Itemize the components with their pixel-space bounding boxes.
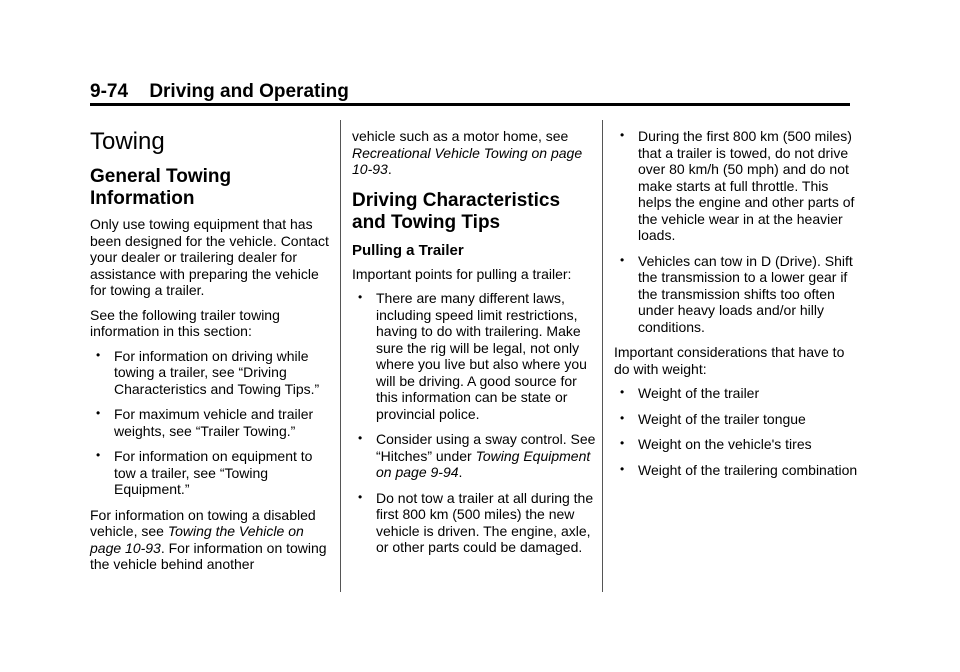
text: . [458, 464, 463, 480]
bullet-list [614, 128, 858, 335]
text: Consider using a sway control. See “Hitches” under [376, 431, 596, 464]
list-item-text: Weight of the trailer [638, 385, 760, 401]
paragraph: Only use towing equipment that has been designed for the vehicle. Contact your dealer or trailering dealer for assistance with preparing the vehicle for towing a trailer. [90, 216, 329, 298]
section-title: Driving and Operating [149, 81, 349, 102]
column-divider-1 [340, 120, 341, 592]
list-item-text: Weight of the trailer tongue [638, 410, 806, 427]
paragraph: See the following trailer towing information in this section: [90, 306, 280, 339]
paragraph [90, 507, 330, 573]
list-item [614, 411, 858, 428]
text: . [387, 161, 392, 177]
cross-reference-link[interactable]: Towing the Vehicle on page 10-93 [90, 523, 304, 556]
list-item-text: Do not tow a trailer at all during the first 800 km (500 miles) the new vehicle is driven. The engine, axle, or other parts could be damaged. [376, 489, 594, 555]
list-item [90, 406, 330, 439]
list-item [352, 431, 596, 481]
list-item [614, 128, 858, 244]
list-item [614, 462, 858, 479]
list-item-text: For information on driving while towing a trailer, see “Driving Characteristics and Towing Tips.” [114, 347, 320, 397]
list-item-text: For information on equipment to tow a trailer, see “Towing Equipment.” [114, 448, 313, 497]
list-item [352, 290, 596, 422]
pulling-trailer-subheading: Pulling a Trailer [352, 241, 464, 259]
bullet-icon: • [620, 128, 625, 142]
list-item-text: During the first 800 km (500 miles) that a trailer is towed, do not drive over 80 km/h (50 mph) and do not make starts at full throttle. This helps the engine and other parts of the vehicle wear in at the heavier loads. [638, 128, 855, 243]
cross-reference-link[interactable]: Towing Equipment on page 9-94 [376, 447, 591, 480]
text: For information on towing a disabled vehicle, see [90, 506, 316, 539]
column-divider-2 [602, 120, 603, 592]
bullet-icon: • [96, 406, 101, 420]
bullet-icon: • [358, 489, 363, 504]
paragraph: Important points for pulling a trailer: [352, 265, 572, 282]
chapter-title: Towing [90, 128, 165, 155]
text: vehicle such as a motor home, see [352, 128, 569, 144]
bullet-icon: • [620, 436, 625, 450]
list-item-text [376, 431, 595, 480]
page-header [90, 80, 850, 104]
bullet-icon: • [358, 431, 363, 445]
list-item [614, 253, 858, 336]
driving-characteristics-heading: Driving Characteristics and Towing Tips [352, 189, 561, 233]
text: . For information on towing the vehicle behind another [90, 539, 327, 572]
bullet-icon: • [620, 385, 625, 399]
list-item [90, 448, 330, 498]
bullet-list [90, 348, 330, 498]
list-item-text: There are many different laws, including speed limit restrictions, having to do with trailering. Make sure the rig will be legal, not only where you live but also where you will be driving. A good source for this information can be state or provincial police. [376, 290, 587, 422]
bullet-icon: • [358, 290, 363, 304]
page-number: 9-74 [90, 81, 129, 102]
bullet-icon: • [620, 410, 625, 425]
column-1 [90, 128, 330, 581]
bullet-list [352, 290, 596, 556]
list-item [90, 348, 330, 398]
cross-reference-link[interactable]: Recreational Vehicle Towing on page 10-93 [352, 144, 583, 177]
list-item [614, 436, 858, 453]
paragraph: Important considerations that have to do with weight: [614, 344, 845, 377]
column-2 [352, 128, 596, 565]
column-3 [614, 128, 858, 487]
bullet-icon: • [96, 347, 101, 362]
list-item-text: Weight of the trailering combination [638, 461, 858, 478]
bullet-icon: • [620, 461, 625, 476]
bullet-list [614, 385, 858, 478]
bullet-icon: • [96, 448, 101, 462]
list-item-text: Vehicles can tow in D (Drive). Shift the transmission to a lower gear if the transmission shifts too often under heavy loads and/or hilly conditions. [638, 252, 853, 335]
paragraph [352, 128, 596, 178]
general-towing-heading: General Towing Information [90, 166, 232, 209]
bullet-icon: • [620, 252, 625, 267]
list-item [352, 490, 596, 556]
list-item-text: For maximum vehicle and trailer weights, see “Trailer Towing.” [114, 406, 314, 439]
list-item [614, 385, 858, 402]
list-item-text: Weight on the vehicle's tires [638, 436, 812, 452]
header-rule [90, 103, 850, 106]
